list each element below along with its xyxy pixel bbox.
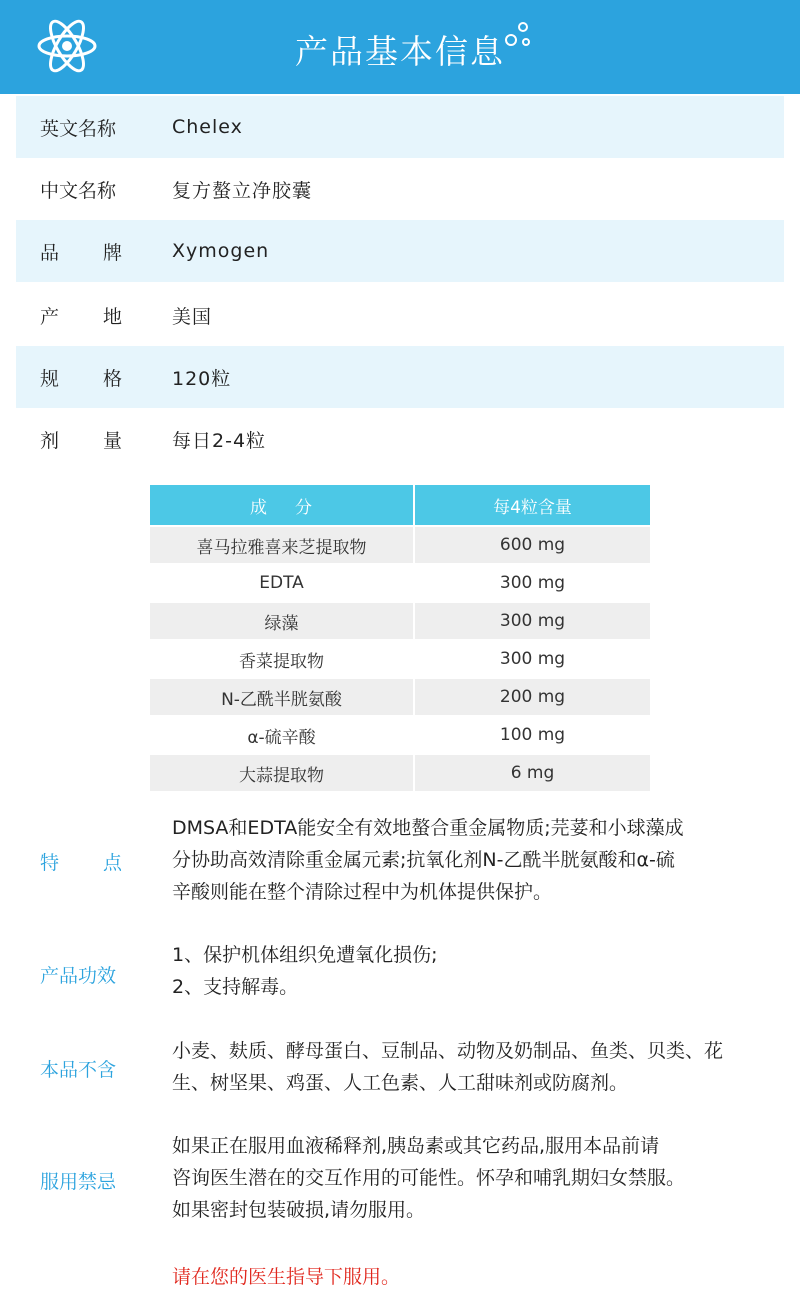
bubbles-icon [503, 20, 533, 50]
free-of-text [172, 1035, 752, 1099]
ingredient-table [150, 485, 650, 791]
ingredient-amount: 600 mg [414, 526, 650, 564]
text-line: DMSA和EDTA能安全有效地螯合重金属物质;芫荽和小球藻成 [172, 817, 684, 839]
text-line: 辛酸则能在整个清除过程中为机体提供保护。 [172, 881, 553, 903]
info-row-chinese-name [16, 158, 784, 220]
free-of-label: 本品不含 [40, 1059, 117, 1081]
text-line: 分协助高效清除重金属元素;抗氧化剂N-乙酰半胱氨酸和α-硫 [172, 849, 675, 871]
info-row-origin [16, 284, 784, 346]
info-value: Xymogen [172, 240, 270, 262]
contraindications-text [172, 1130, 752, 1226]
info-value: Chelex [172, 116, 243, 138]
text-line: 小麦、麸质、酵母蛋白、豆制品、动物及奶制品、鱼类、贝类、花 [172, 1040, 724, 1062]
info-row-brand [16, 220, 784, 282]
info-label: 品 牌 [40, 241, 122, 264]
table-header-row [150, 485, 650, 526]
info-label: 产 地 [40, 305, 122, 328]
info-label: 英文名称 [40, 117, 117, 140]
text-line: 咨询医生潜在的交互作用的可能性。怀孕和哺乳期妇女禁服。 [172, 1167, 686, 1189]
header-ingredient: 成分 [150, 485, 414, 526]
info-row-spec [16, 346, 784, 408]
header-amount: 每4粒含量 [414, 485, 650, 526]
table-row [150, 716, 650, 754]
text-line: 2、支持解毒。 [172, 976, 299, 998]
info-row-english-name [16, 96, 784, 158]
features-label: 特 点 [40, 852, 122, 874]
info-label: 剂 量 [40, 429, 122, 452]
page-title: 产品基本信息 [295, 32, 505, 71]
info-value: 120粒 [172, 367, 232, 390]
info-value: 每日2-4粒 [172, 429, 267, 452]
ingredient-amount: 300 mg [414, 640, 650, 678]
table-row [150, 678, 650, 716]
text-line: 1、保护机体组织免遭氧化损伤; [172, 944, 438, 966]
ingredient-amount: 100 mg [414, 716, 650, 754]
ingredient-amount: 6 mg [414, 754, 650, 791]
info-value: 复方螯立净胶囊 [172, 179, 313, 202]
text-line: 如果正在服用血液稀释剂,胰岛素或其它药品,服用本品前请 [172, 1135, 660, 1157]
text-line: 如果密封包装破损,请勿服用。 [172, 1199, 426, 1221]
info-row-dosage [16, 408, 784, 470]
ingredient-name: 香菜提取物 [150, 640, 414, 678]
efficacy-label: 产品功效 [40, 965, 117, 987]
table-row [150, 754, 650, 791]
features-text [172, 812, 752, 908]
ingredient-name: EDTA [150, 564, 414, 602]
ingredient-amount: 300 mg [414, 564, 650, 602]
text-line: 生、树坚果、鸡蛋、人工色素、人工甜味剂或防腐剂。 [172, 1072, 629, 1094]
ingredient-name: 喜马拉雅喜来芝提取物 [150, 526, 414, 564]
table-row [150, 602, 650, 640]
page-header [0, 0, 800, 94]
table-row [150, 564, 650, 602]
ingredient-name: N-乙酰半胱氨酸 [150, 678, 414, 716]
info-value: 美国 [172, 305, 213, 328]
contraindications-label: 服用禁忌 [40, 1171, 117, 1193]
table-row [150, 526, 650, 564]
ingredient-name: 大蒜提取物 [150, 754, 414, 791]
ingredient-amount: 200 mg [414, 678, 650, 716]
info-label: 规 格 [40, 367, 122, 390]
doctor-guidance-note: 请在您的医生指导下服用。 [172, 1266, 401, 1288]
ingredient-name: 绿藻 [150, 602, 414, 640]
table-row [150, 640, 650, 678]
efficacy-text [172, 939, 752, 1003]
ingredient-name: α-硫辛酸 [150, 716, 414, 754]
info-label: 中文名称 [40, 179, 117, 202]
ingredient-amount: 300 mg [414, 602, 650, 640]
